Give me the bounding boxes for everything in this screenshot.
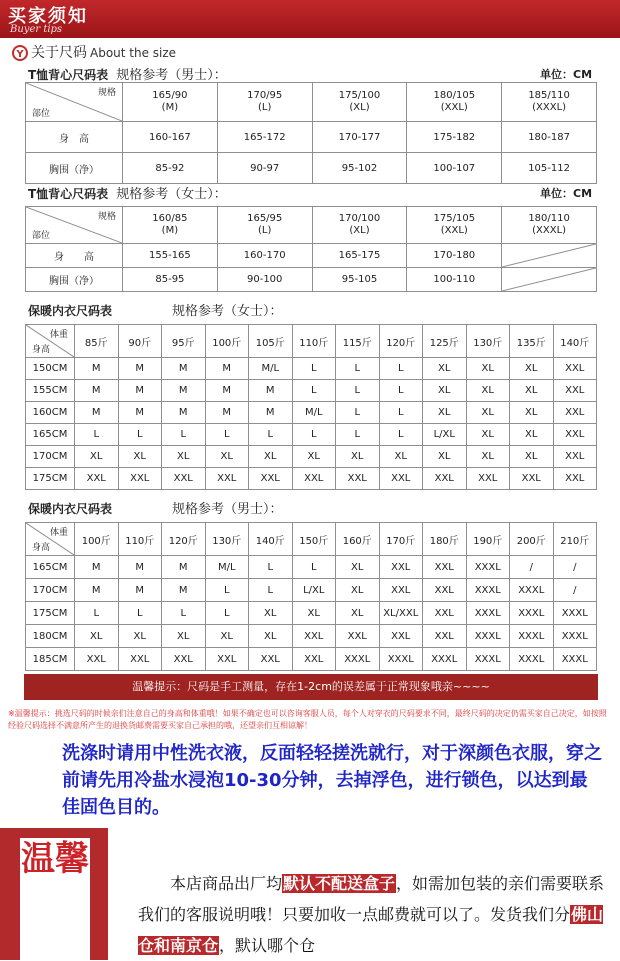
table-cell: L xyxy=(249,556,293,579)
table-cell: L xyxy=(292,556,336,579)
size-column-header: 170/95 (L) xyxy=(217,83,312,122)
weight-column-header: 105斤 xyxy=(249,325,293,358)
table-cell: M xyxy=(118,380,162,402)
table-cell: L xyxy=(249,424,293,446)
table-cell: M xyxy=(205,402,249,424)
row-label: 180CM xyxy=(26,625,75,648)
table-cell: M xyxy=(75,358,119,380)
measurement-notice-bar: 温馨提示：尺码是手工测量，存在1-2cm的误差属于正常现象哦亲~~~~ xyxy=(24,674,598,700)
row-label: 170CM xyxy=(26,579,75,602)
table-cell: L xyxy=(379,424,423,446)
table-cell: 90-97 xyxy=(217,153,312,184)
table-cell: XXL xyxy=(553,446,597,468)
table-row xyxy=(26,424,597,446)
table-cell: XXL xyxy=(553,424,597,446)
table-cell: XXL xyxy=(249,648,293,671)
table-cell: XXL xyxy=(205,468,249,490)
table-cell: XL xyxy=(205,446,249,468)
table-cell: L xyxy=(292,358,336,380)
table-cell: L xyxy=(75,424,119,446)
table-cell: 165-172 xyxy=(217,122,312,153)
table-cell: XL xyxy=(249,446,293,468)
table-cell: XL xyxy=(292,446,336,468)
washing-instructions: 洗涤时请用中性洗衣液，反面轻轻搓洗就行，对于深颜色衣服，穿之前请先用冷盐水浸泡10-30分钟，去掉浮色，进行锁色，以达到最佳固色目的。 xyxy=(62,743,602,818)
table-cell: L xyxy=(379,402,423,424)
table-cell: XXXL xyxy=(510,648,554,671)
weight-column-header: 90斤 xyxy=(118,325,162,358)
table-cell: XL xyxy=(162,446,206,468)
table-cell: L xyxy=(292,380,336,402)
row-label: 身 高 xyxy=(26,244,123,268)
table-cell: XXL xyxy=(379,579,423,602)
table-cell: XXXL xyxy=(336,648,380,671)
tshirt-women-table xyxy=(25,206,597,292)
row-label: 165CM xyxy=(26,556,75,579)
table-cell: XXXL xyxy=(553,625,597,648)
table-cell: 165-175 xyxy=(312,244,407,268)
thermal-men-title: 保暖内衣尺码表 规格参考（男士）： xyxy=(28,502,283,517)
table-cell: XXL xyxy=(553,358,597,380)
weight-column-header: 180斤 xyxy=(423,523,467,556)
table-cell: XL xyxy=(118,625,162,648)
row-label: 175CM xyxy=(26,468,75,490)
weight-column-header: 170斤 xyxy=(379,523,423,556)
table-cell: M xyxy=(118,402,162,424)
weight-column-header: 85斤 xyxy=(75,325,119,358)
table-cell: L xyxy=(118,602,162,625)
table-cell: XL xyxy=(466,424,510,446)
table-cell: XXL xyxy=(510,468,554,490)
tshirt-women-unit: 单位：CM xyxy=(540,187,593,200)
table-cell: M xyxy=(118,358,162,380)
row-label: 150CM xyxy=(26,358,75,380)
table-cell: L xyxy=(205,602,249,625)
table-cell: L xyxy=(205,424,249,446)
tshirt-men-title: T恤背心尺码表 规格参考（男士）： xyxy=(28,68,227,83)
table-cell: L xyxy=(379,380,423,402)
table-cell: XL xyxy=(466,402,510,424)
table-row xyxy=(26,153,597,184)
table-cell: XXXL xyxy=(553,602,597,625)
table-cell: XL xyxy=(379,446,423,468)
table-cell: XXL xyxy=(118,468,162,490)
table-cell: XXL xyxy=(292,625,336,648)
table-cell: M/L xyxy=(249,358,293,380)
empty-cell xyxy=(502,244,597,268)
size-column-header: 160/85 (M) xyxy=(123,207,218,244)
weight-column-header: 140斤 xyxy=(249,523,293,556)
table-cell: M xyxy=(162,556,206,579)
weight-column-header: 110斤 xyxy=(292,325,336,358)
weight-column-header: 125斤 xyxy=(423,325,467,358)
table-cell: M xyxy=(118,579,162,602)
tshirt-women-title: T恤背心尺码表 规格参考（女士）： xyxy=(28,187,227,202)
weight-column-header: 130斤 xyxy=(205,523,249,556)
table-cell: XXL xyxy=(379,468,423,490)
table-cell: XXXL xyxy=(466,602,510,625)
table-cell: XL xyxy=(466,358,510,380)
weight-column-header: 190斤 xyxy=(466,523,510,556)
table-cell: XXXL xyxy=(510,625,554,648)
table-cell: 105-112 xyxy=(502,153,597,184)
size-choice-note: ※温馨提示：挑选尺码的时候亲们注意自己的身高和体重哦！如果不确定也可以咨询客服人员，每个人对穿衣的尺码要求不同，最终尺码的决定仍需买家自己决定，如按照经验尺码选择不满意所产生的退换货邮费需要买家自己承担的哦，还望亲们互相谅解！ xyxy=(8,709,607,730)
table-cell: M xyxy=(75,556,119,579)
table-row xyxy=(26,602,597,625)
table-cell: XL xyxy=(162,625,206,648)
table-cell: XXXL xyxy=(510,602,554,625)
table-cell: XXL xyxy=(423,556,467,579)
table-cell: XL xyxy=(466,446,510,468)
weight-column-header: 140斤 xyxy=(553,325,597,358)
table-cell: XL xyxy=(423,402,467,424)
table-cell: M/L xyxy=(292,402,336,424)
table-cell: 175-182 xyxy=(407,122,502,153)
table-cell: 180-187 xyxy=(502,122,597,153)
table-cell: XL xyxy=(336,579,380,602)
table-cell: XXL xyxy=(75,468,119,490)
table-row xyxy=(26,468,597,490)
table-cell: XXL xyxy=(205,648,249,671)
table-cell: M xyxy=(118,556,162,579)
table-cell: XL xyxy=(75,446,119,468)
table-cell: L xyxy=(292,424,336,446)
table-cell: XL xyxy=(205,625,249,648)
size-column-header: 180/110 (XXXL) xyxy=(502,207,597,244)
warm-tips-panel xyxy=(0,828,620,960)
table-cell: XL xyxy=(336,446,380,468)
table-cell: / xyxy=(553,556,597,579)
table-cell: XL xyxy=(336,556,380,579)
table-cell: XXL xyxy=(292,468,336,490)
row-label: 185CM xyxy=(26,648,75,671)
table-cell: M xyxy=(75,380,119,402)
table-cell: XL xyxy=(510,402,554,424)
table-cell: XXXL xyxy=(466,648,510,671)
table-cell: XXL xyxy=(292,648,336,671)
table-cell: M xyxy=(162,358,206,380)
table-cell: XL/XXL xyxy=(379,602,423,625)
table-cell: 100-107 xyxy=(407,153,502,184)
weight-column-header: 100斤 xyxy=(205,325,249,358)
table-cell: L xyxy=(336,402,380,424)
table-cell: XXXL xyxy=(466,625,510,648)
table-cell: XXL xyxy=(118,648,162,671)
corner-header-cell: 规格 部位 xyxy=(26,83,123,122)
table-cell: XL xyxy=(75,625,119,648)
tshirt-men-table xyxy=(25,82,597,184)
table-cell: L xyxy=(336,380,380,402)
corner-header-cell: 规格 部位 xyxy=(26,207,123,244)
thermal-men-table xyxy=(25,522,597,671)
row-label: 胸围（净） xyxy=(26,268,123,292)
weight-column-header: 130斤 xyxy=(466,325,510,358)
size-column-header: 165/95 (L) xyxy=(217,207,312,244)
weight-column-header: 160斤 xyxy=(336,523,380,556)
table-cell: L xyxy=(162,602,206,625)
table-row xyxy=(26,244,597,268)
table-cell: M xyxy=(75,402,119,424)
table-cell: XXL xyxy=(553,380,597,402)
table-cell: XXL xyxy=(162,648,206,671)
table-cell: XXL xyxy=(423,579,467,602)
table-cell: 95-102 xyxy=(312,153,407,184)
table-cell: L xyxy=(336,358,380,380)
table-cell: XL xyxy=(510,446,554,468)
table-cell: XXXL xyxy=(379,648,423,671)
table-cell: 85-95 xyxy=(123,268,218,292)
table-row xyxy=(26,625,597,648)
table-cell: XXL xyxy=(553,468,597,490)
table-row xyxy=(26,446,597,468)
table-cell: XL xyxy=(249,625,293,648)
table-cell: XXL xyxy=(75,648,119,671)
table-cell: M xyxy=(249,380,293,402)
table-cell: 95-105 xyxy=(312,268,407,292)
table-cell: XL xyxy=(423,380,467,402)
table-cell: XXXL xyxy=(510,579,554,602)
table-row xyxy=(26,579,597,602)
table-cell: XL xyxy=(466,380,510,402)
weight-column-header: 110斤 xyxy=(118,523,162,556)
table-row xyxy=(26,122,597,153)
table-row xyxy=(26,648,597,671)
size-column-header: 165/90 (M) xyxy=(123,83,218,122)
table-cell: 160-167 xyxy=(123,122,218,153)
weight-column-header: 135斤 xyxy=(510,325,554,358)
weight-column-header: 120斤 xyxy=(162,523,206,556)
table-cell: L xyxy=(162,424,206,446)
size-section-title: Y 关于尺码 About the size xyxy=(12,42,176,62)
tshirt-men-unit: 单位：CM xyxy=(540,68,593,81)
table-cell: XXL xyxy=(423,625,467,648)
table-cell: XL xyxy=(510,380,554,402)
size-column-header: 185/110 (XXXL) xyxy=(502,83,597,122)
table-row xyxy=(26,402,597,424)
table-cell: XL xyxy=(510,358,554,380)
table-cell: XXL xyxy=(379,556,423,579)
table-cell: XL xyxy=(336,602,380,625)
table-cell: 170-177 xyxy=(312,122,407,153)
table-cell: L xyxy=(118,424,162,446)
table-cell: L xyxy=(205,579,249,602)
thermal-women-title: 保暖内衣尺码表 规格参考（女士）： xyxy=(28,304,283,319)
table-cell: XL xyxy=(292,602,336,625)
table-cell: M xyxy=(249,402,293,424)
table-cell: M xyxy=(162,380,206,402)
table-cell: L xyxy=(249,579,293,602)
size-column-header: 180/105 (XXL) xyxy=(407,83,502,122)
packaging-shipping-text: 本店商品出厂均默认不配送盒子，如需加包装的亲们需要联系我们的客服说明哦！只要加收一点邮费就可以了。发货我们分佛山仓和南京仓，默认哪个仓 xyxy=(138,874,605,955)
table-cell: XXL xyxy=(162,468,206,490)
table-cell: XXL xyxy=(336,625,380,648)
size-column-header: 170/100 (XL) xyxy=(312,207,407,244)
table-cell: XXL xyxy=(249,468,293,490)
table-cell: XXXL xyxy=(423,648,467,671)
table-cell: XXL xyxy=(553,402,597,424)
size-column-header: 175/105 (XXL) xyxy=(407,207,502,244)
row-label: 170CM xyxy=(26,446,75,468)
table-cell: XXL xyxy=(466,468,510,490)
weight-column-header: 95斤 xyxy=(162,325,206,358)
row-label: 155CM xyxy=(26,380,75,402)
buyer-tips-banner xyxy=(0,0,620,38)
weight-column-header: 210斤 xyxy=(553,523,597,556)
table-cell: M/L xyxy=(205,556,249,579)
weight-column-header: 120斤 xyxy=(379,325,423,358)
table-cell: XL xyxy=(510,424,554,446)
warm-tips-side-title: 温馨 xyxy=(20,838,90,960)
weight-column-header: 150斤 xyxy=(292,523,336,556)
table-cell: XXL xyxy=(423,468,467,490)
table-row xyxy=(26,268,597,292)
table-cell: 100-110 xyxy=(407,268,502,292)
table-row xyxy=(26,380,597,402)
table-cell: XXXL xyxy=(553,648,597,671)
table-cell: XXXL xyxy=(466,579,510,602)
banner-title: 买家须知 xyxy=(8,6,88,27)
table-cell: L xyxy=(336,424,380,446)
row-label: 160CM xyxy=(26,402,75,424)
corner-header-cell: 体重 身高 xyxy=(26,523,75,556)
thermal-women-table xyxy=(25,324,597,490)
table-cell: 85-92 xyxy=(123,153,218,184)
table-cell: XL xyxy=(118,446,162,468)
table-cell: M xyxy=(205,358,249,380)
weight-column-header: 115斤 xyxy=(336,325,380,358)
table-cell: 160-170 xyxy=(217,244,312,268)
row-label: 身 高 xyxy=(26,122,123,153)
weight-column-header: 200斤 xyxy=(510,523,554,556)
table-cell: XL xyxy=(423,358,467,380)
table-cell: L/XL xyxy=(292,579,336,602)
table-cell: XXL xyxy=(336,468,380,490)
corner-header-cell: 体重 身高 xyxy=(26,325,75,358)
logo-icon: Y xyxy=(12,45,28,61)
row-label: 165CM xyxy=(26,424,75,446)
table-row xyxy=(26,358,597,380)
table-cell: XXL xyxy=(379,625,423,648)
row-label: 175CM xyxy=(26,602,75,625)
table-cell: 155-165 xyxy=(123,244,218,268)
table-cell: 170-180 xyxy=(407,244,502,268)
size-column-header: 175/100 (XL) xyxy=(312,83,407,122)
empty-cell xyxy=(502,268,597,292)
table-cell: XL xyxy=(249,602,293,625)
table-cell: / xyxy=(510,556,554,579)
table-cell: XXXL xyxy=(466,556,510,579)
table-cell: M xyxy=(162,402,206,424)
row-label: 胸围（净） xyxy=(26,153,123,184)
table-cell: M xyxy=(162,579,206,602)
table-cell: / xyxy=(553,579,597,602)
weight-column-header: 100斤 xyxy=(75,523,119,556)
table-cell: M xyxy=(75,579,119,602)
table-cell: 90-100 xyxy=(217,268,312,292)
table-row xyxy=(26,556,597,579)
table-cell: M xyxy=(205,380,249,402)
banner-subtitle: Buyer tips xyxy=(10,24,63,35)
table-cell: XL xyxy=(423,446,467,468)
table-cell: L/XL xyxy=(423,424,467,446)
table-cell: L xyxy=(75,602,119,625)
table-cell: XXL xyxy=(423,602,467,625)
table-cell: L xyxy=(379,358,423,380)
